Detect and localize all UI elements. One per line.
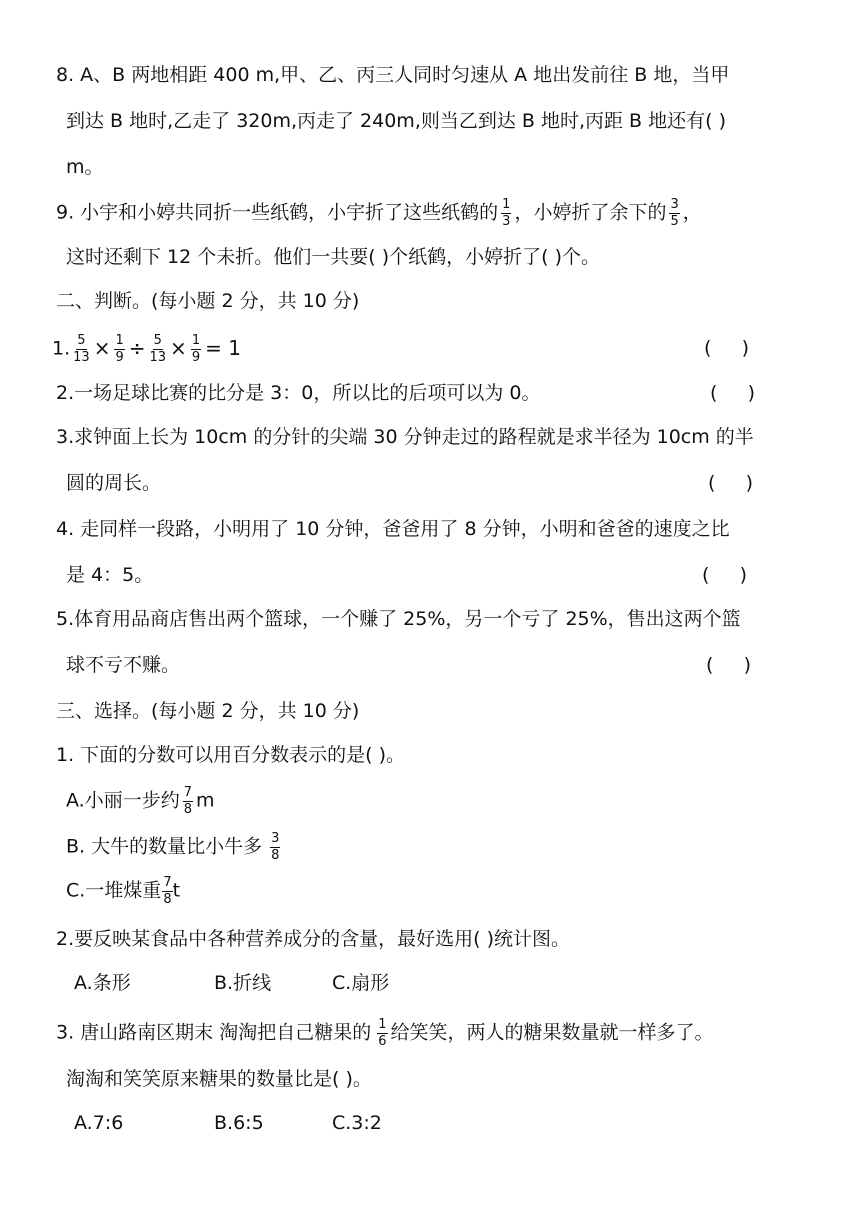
choice-q2-option-a[interactable]: A.条形 bbox=[74, 972, 131, 994]
q8-line-2: 到达 B 地时,乙走了 320m,丙走了 240m,则当乙到达 B 地时,丙距 B 地还有( ) bbox=[66, 110, 726, 132]
fraction-one-third: $\frac{1}{3}$ bbox=[502, 197, 511, 229]
judge-item-2: 2.一场足球比赛的比分是 3：0，所以比的后项可以为 0。 bbox=[56, 382, 541, 404]
q8-line-1: 8. A、B 两地相距 400 m,甲、乙、丙三人同时匀速从 A 地出发前往 B 地，当甲 bbox=[56, 64, 730, 86]
answer-blank-judge-4[interactable]: ( ) bbox=[702, 564, 748, 586]
choice-q1-option-c[interactable]: C.一堆煤重 $\frac{7}{8}$ t bbox=[66, 875, 181, 907]
q9-text-a: 9. 小宇和小婷共同折一些纸鹤，小宇折了这些纸鹤的 bbox=[56, 201, 499, 224]
choice-q1-option-b[interactable]: B. 大牛的数量比小牛多 $\frac{3}{8}$ bbox=[66, 831, 280, 863]
judge-item-5-line-2: 球不亏不赚。 bbox=[66, 654, 181, 676]
judge-item-4-line-2: 是 4：5。 bbox=[66, 564, 154, 586]
judge-item-1: 1. $\frac{5}{13}$ × $\frac{1}{9}$ ÷ $\frac{5}{13}$ × $\frac{1}{9}$ = 1 bbox=[52, 333, 241, 365]
q9-line-2: 这时还剩下 12 个未折。他们一共要( )个纸鹤，小婷折了( )个。 bbox=[66, 246, 600, 268]
answer-blank-judge-1[interactable]: ( ) bbox=[704, 337, 750, 359]
judge-item-5-line-1: 5.体育用品商店售出两个篮球，一个赚了 25%，另一个亏了 25%，售出这两个篮 bbox=[56, 608, 741, 630]
choice-q1-option-a[interactable]: A.小丽一步约 $\frac{7}{8}$ m bbox=[66, 785, 215, 817]
choice-q3-option-a[interactable]: A.7:6 bbox=[74, 1112, 124, 1134]
choice-q3-option-b[interactable]: B.6:5 bbox=[214, 1112, 264, 1134]
choice-q2: 2.要反映某食品中各种营养成分的含量，最好选用( )统计图。 bbox=[56, 928, 570, 950]
choice-q3-option-c[interactable]: C.3:2 bbox=[332, 1112, 382, 1134]
choice-q3-line-1: 3. 唐山路南区期末 淘淘把自己糖果的 $\frac{1}{6}$ 给笑笑，两人的糖果数量就一样多了。 bbox=[56, 1017, 714, 1049]
choice-q2-option-c[interactable]: C.扇形 bbox=[332, 972, 390, 994]
judge-item-3-line-2: 圆的周长。 bbox=[66, 472, 162, 494]
q9-text-c: ， bbox=[682, 201, 702, 224]
q8-line-3: m。 bbox=[66, 156, 104, 178]
q9-text-b: ，小婷折了余下的 bbox=[514, 201, 667, 224]
section-3-title: 三、选择。(每小题 2 分，共 10 分) bbox=[56, 700, 360, 722]
fraction-three-fifths: $\frac{3}{5}$ bbox=[670, 197, 679, 229]
answer-blank-judge-2[interactable]: ( ) bbox=[710, 382, 756, 404]
judge-item-4-line-1: 4. 走同样一段路，小明用了 10 分钟，爸爸用了 8 分钟，小明和爸爸的速度之比 bbox=[56, 518, 730, 540]
answer-blank-judge-3[interactable]: ( ) bbox=[708, 472, 754, 494]
judge-item-3-line-1: 3.求钟面上长为 10cm 的分针的尖端 30 分钟走过的路程就是求半径为 10cm 的半 bbox=[56, 426, 754, 448]
choice-q1: 1. 下面的分数可以用百分数表示的是( )。 bbox=[56, 744, 406, 766]
answer-blank-judge-5[interactable]: ( ) bbox=[706, 654, 752, 676]
q9-line-1 bbox=[56, 198, 702, 228]
choice-q3-line-2: 淘淘和笑笑原来糖果的数量比是( )。 bbox=[66, 1068, 372, 1090]
choice-q2-option-b[interactable]: B.折线 bbox=[214, 972, 272, 994]
section-2-title: 二、判断。(每小题 2 分，共 10 分) bbox=[56, 290, 360, 312]
